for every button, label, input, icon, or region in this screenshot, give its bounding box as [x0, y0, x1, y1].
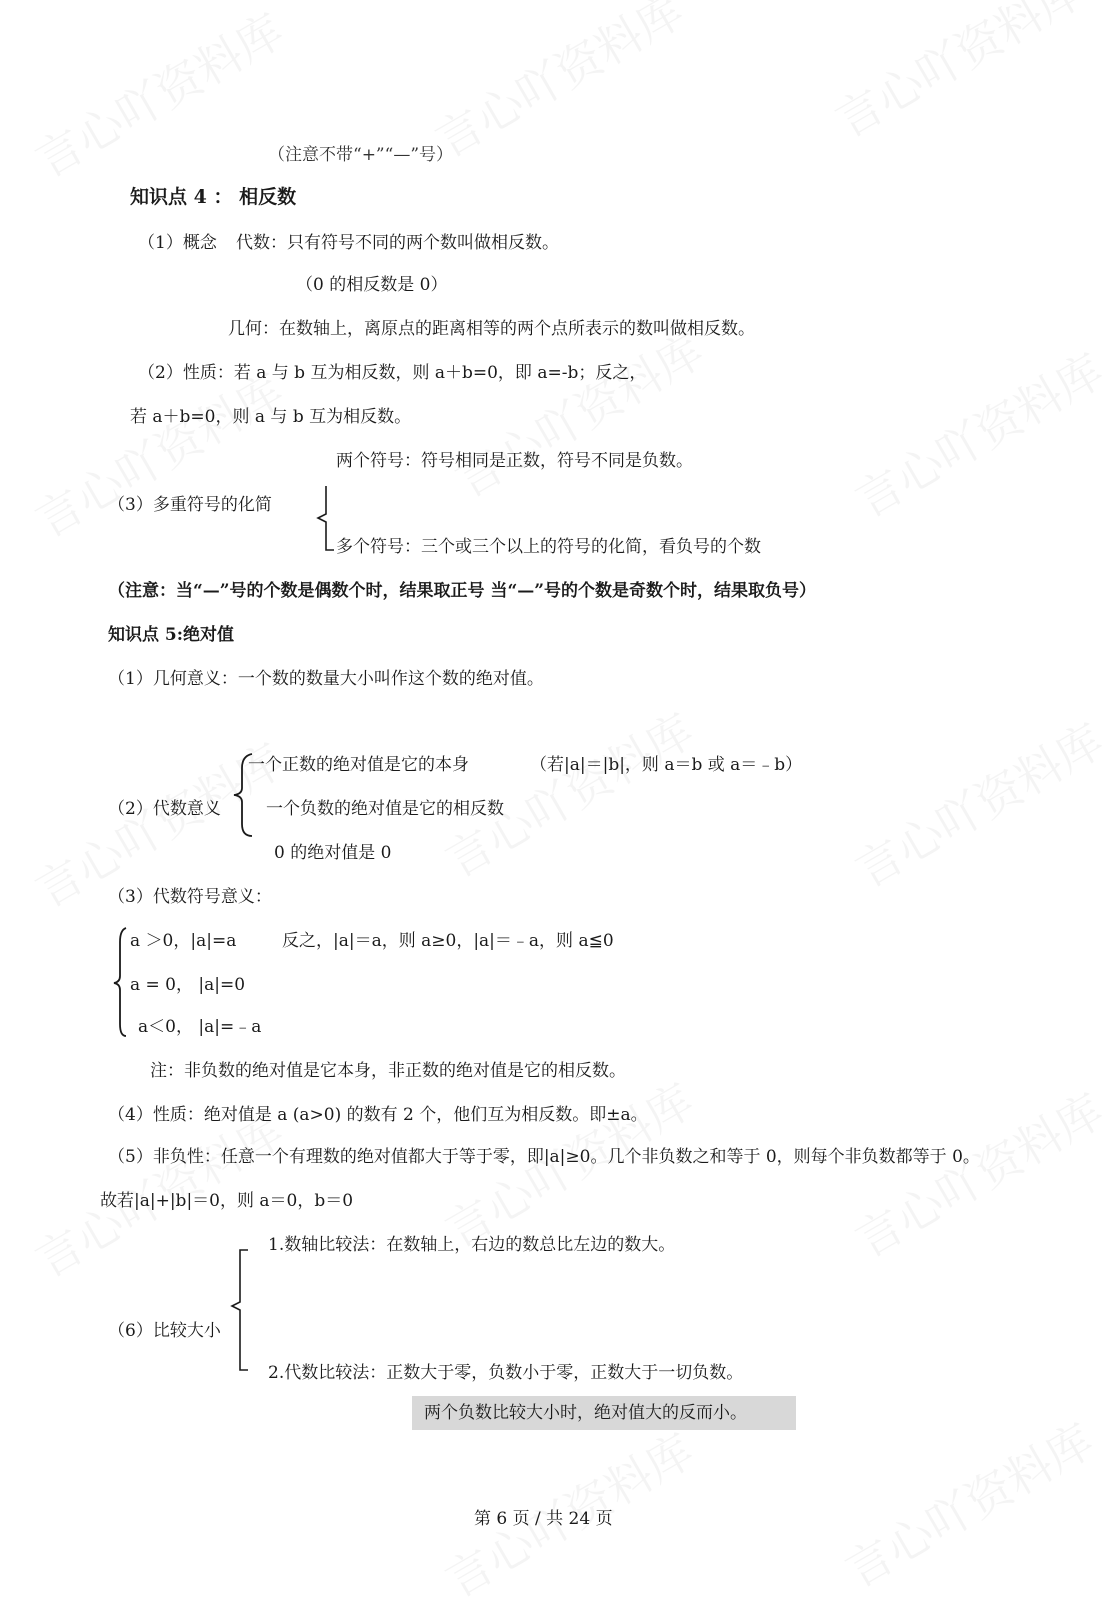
k5-property-5b: 故若|a|+|b|＝0，则 a＝0，b＝0 — [100, 1191, 354, 1211]
watermark — [842, 1075, 1110, 1270]
section-title-k5: 知识点 5:绝对值 — [108, 625, 235, 645]
brace — [110, 924, 130, 1040]
k4-property-line2: 若 a＋b=0，则 a 与 b 互为相反数。 — [130, 407, 412, 427]
k5-alg-label: （2）代数意义 — [108, 799, 221, 819]
watermark — [822, 0, 1094, 151]
k5-alg-zero: 0 的绝对值是 0 — [274, 843, 392, 863]
k5-property-4: （4）性质：绝对值是 a (a>0) 的数有 2 个，他们互为相反数。即±a。 — [108, 1105, 648, 1125]
brace — [312, 484, 336, 556]
watermark — [842, 335, 1110, 530]
k4-zero-note: （0 的相反数是 0） — [296, 275, 448, 295]
section-title-k4: 知识点 4 ： 相反数 — [130, 186, 297, 208]
k5-symbol-negative: a＜0， |a|=﹣a — [138, 1017, 262, 1037]
watermark — [442, 315, 714, 510]
k4-concept-algebra: 代数：只有符号不同的两个数叫做相反数。 — [236, 233, 559, 253]
k5-symbol-note: 注：非负数的绝对值是它本身，非正数的绝对值是它的相反数。 — [150, 1061, 626, 1081]
note-no-sign: （注意不带“+”“—”号） — [268, 145, 454, 165]
page-footer: 第 6 页 / 共 24 页 — [474, 1509, 613, 1529]
k5-symbol-converse: 反之，|a|＝a，则 a≥0，|a|＝﹣a，则 a≦0 — [282, 931, 614, 951]
k5-symbol-label: （3）代数符号意义： — [108, 887, 272, 907]
k5-alg-positive-note: （若|a|＝|b|，则 a＝b 或 a＝﹣b） — [530, 755, 803, 775]
watermark — [842, 705, 1110, 900]
k5-symbol-positive: a ＞0，|a|=a — [130, 931, 237, 951]
watermark — [422, 0, 694, 171]
k5-geometric-meaning: （1）几何意义：一个数的数量大小叫作这个数的绝对值。 — [108, 669, 544, 689]
k4-concept-label: （1）概念 — [138, 233, 217, 253]
k4-property-line1: （2）性质：若 a 与 b 互为相反数，则 a＋b=0，即 a=-b；反之， — [138, 363, 647, 383]
k5-compare-negatives: 两个负数比较大小时，绝对值大的反而小。 — [424, 1403, 747, 1423]
k5-compare-label: （6）比较大小 — [108, 1321, 221, 1341]
k4-multi-sign-label: （3）多重符号的化简 — [108, 495, 272, 515]
k5-compare-number-line: 1.数轴比较法：在数轴上，右边的数总比左边的数大。 — [268, 1235, 676, 1255]
k4-two-signs: 两个符号：符号相同是正数，符号不同是负数。 — [336, 451, 693, 471]
k5-alg-positive: 一个正数的绝对值是它的本身 — [248, 755, 469, 775]
k5-property-5: （5）非负性：任意一个有理数的绝对值都大于等于零，即|a|≥0。几个非负数之和等于 0，则每个非负数都等于 0。 — [108, 1147, 980, 1167]
watermark — [22, 0, 294, 191]
watermark — [832, 1405, 1104, 1600]
k4-sign-note: （注意：当“—”号的个数是偶数个时，结果取正号 当“—”号的个数是奇数个时，结果取负号） — [108, 581, 817, 601]
k4-concept-geometry: 几何：在数轴上，离原点的距离相等的两个点所表示的数叫做相反数。 — [228, 319, 755, 339]
k5-alg-negative: 一个负数的绝对值是它的相反数 — [266, 799, 504, 819]
brace — [228, 1236, 252, 1376]
k5-compare-algebraic: 2.代数比较法：正数大于零，负数小于零，正数大于一切负数。 — [268, 1363, 744, 1383]
watermark — [22, 355, 294, 550]
k4-many-signs: 多个符号：三个或三个以上的符号的化简，看负号的个数 — [336, 537, 761, 557]
k5-symbol-zero: a = 0， |a|=0 — [130, 975, 246, 995]
watermark — [432, 695, 704, 890]
